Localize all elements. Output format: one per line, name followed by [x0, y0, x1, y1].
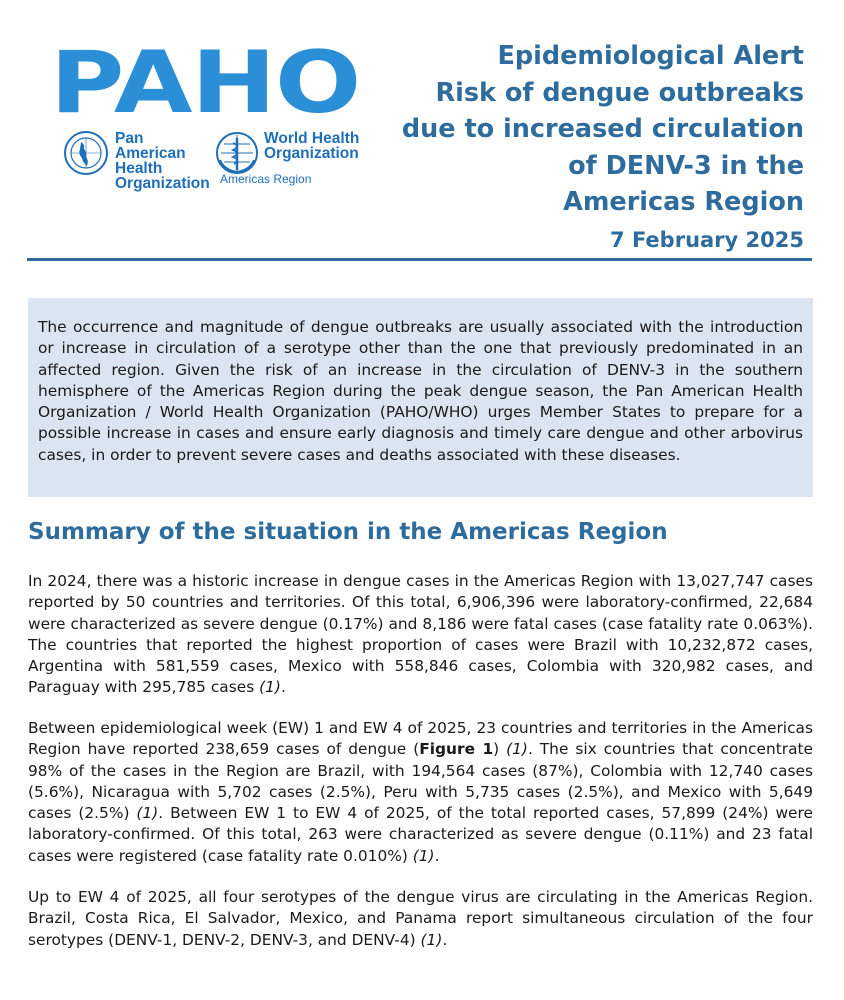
paragraph-text: . The six countries that concentrate 98% of the cases in the Region are Brazil, with 194,564 cases (87%), Colombia with 12,740 cases (5.6%), Nicaragua with 5,702 cases (2.5%), Peru with 5,735 cases (2.5%), and Mexico with 5,649 cases (2.5%) — [28, 740, 814, 823]
key-message-box — [28, 298, 813, 497]
alert-title-line: due to increased circulation — [401, 114, 804, 144]
who-org-name: World Health Organization — [264, 130, 360, 162]
figure-reference-link[interactable]: Figure 1 — [419, 740, 494, 759]
who-region-label: Americas Region — [220, 172, 312, 186]
reference-citation[interactable]: (1) — [412, 846, 435, 865]
section-heading: Summary of the situation in the Americas Region — [28, 519, 668, 545]
paragraph-end: . — [280, 678, 286, 697]
document-header — [0, 0, 844, 262]
alert-title-line: of DENV-3 in the — [568, 150, 804, 181]
reference-citation[interactable]: (1) — [136, 804, 159, 823]
alert-title-line: Americas Region — [563, 187, 804, 217]
paho-logo: PAHO — [50, 33, 361, 133]
paragraph-end: . — [434, 846, 440, 865]
reference-citation[interactable]: (1) — [259, 678, 281, 697]
alert-title-line: Epidemiological Alert — [497, 41, 804, 71]
who-emblem-icon — [214, 130, 260, 176]
alert-title-line: Risk of dengue outbreaks — [435, 77, 804, 108]
paragraph-text: ) — [493, 740, 507, 759]
reference-citation[interactable]: (1) — [506, 740, 528, 759]
paragraph-serotypes — [28, 887, 813, 951]
paragraph-2025-situation — [28, 718, 813, 867]
paragraph-text: Between epidemiological week (EW) 1 and EW 4 of 2025, 23 countries and territories in the Americas Region have reported 238,659 cases of dengue ( — [28, 719, 813, 759]
paho-org-name: Pan American Health Organization — [115, 130, 210, 192]
header-divider — [27, 258, 812, 261]
alert-title — [344, 38, 804, 221]
key-message-text: The occurrence and magnitude of dengue outbreaks are usually associated with the introduction or increase in circulation of a serotype other than the one that previously predominated in an affected region. Given the risk of an increase in the circulation of DENV-3 in the southern hemisphere of the Americas Region during the peak dengue season, the Pan American Health Organization / World Health Organization (PAHO/WHO) urges Member States to prepare for a possible increase in cases and ensure early diagnosis and timely care dengue and other arbovirus cases, in order to prevent severe cases and deaths associated with these diseases. — [38, 318, 803, 464]
paragraph-text: Up to EW 4 of 2025, all four serotypes of the dengue virus are circulating in the Americas Region. Brazil, Costa Rica, El Salvador, Mexico, and Panama report simultaneous circulation of the four serotypes (DENV-1, DENV-2, DENV-3, and DENV-4) — [28, 888, 813, 949]
paragraph-end: . — [442, 930, 448, 949]
alert-date: 7 February 2025 — [610, 228, 804, 252]
reference-citation[interactable]: (1) — [420, 930, 443, 949]
paragraph-text: In 2024, there was a historic increase in dengue cases in the Americas Region with 13,027,747 cases reported by 50 countries and territories. Of this total, 6,906,396 were laboratory-confirmed, 22,684 were characterized as severe dengue (0.17%) and 8,186 were fatal cases (case fatality rate 0.063%). The countries that reported the highest proportion of cases were Brazil with 10,232,872 cases, Argentina with 581,559 cases, Mexico with 558,846 cases, Colombia with 320,982 cases, and Paraguay with 295,785 cases — [28, 572, 813, 697]
paragraph-2024-situation — [28, 571, 813, 699]
paho-emblem-icon — [63, 130, 109, 176]
paragraph-text: . Between EW 1 to EW 4 of 2025, of the total reported cases, 57,899 (24%) were laboratory-confirmed. Of this total, 263 were characterized as severe dengue (0.11%) and 23 fatal cases were registered (case fatality rate 0.010%) — [28, 804, 813, 865]
